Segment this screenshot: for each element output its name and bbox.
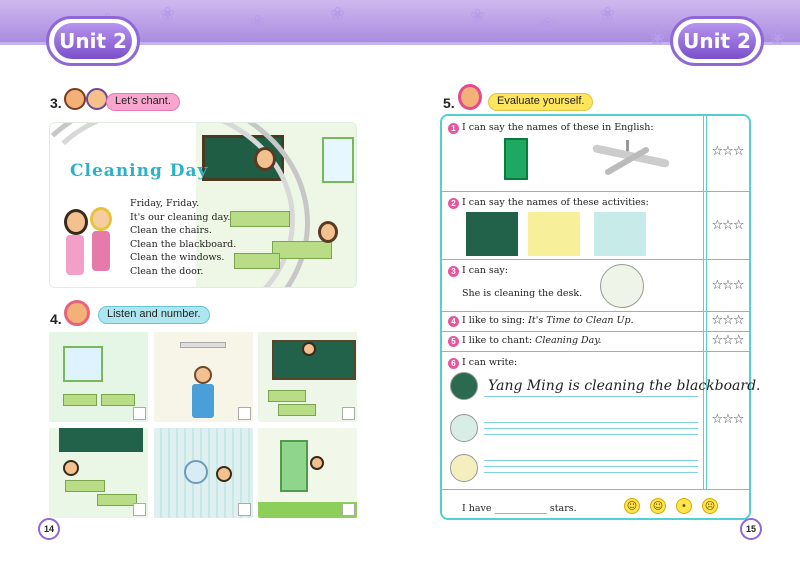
teacher-figure: [254, 147, 276, 171]
chant-line: Clean the windows.: [130, 252, 225, 264]
chant-illustration: [49, 122, 357, 288]
eval-row-5: [442, 332, 703, 352]
chant-line: Clean the chairs.: [130, 225, 212, 237]
row-text: I can say:: [462, 265, 509, 276]
desk: [230, 211, 290, 227]
butterfly-icon: ❀: [250, 12, 266, 33]
stars-cell: [704, 192, 751, 260]
chant-line: It's our cleaning day.: [130, 211, 231, 223]
writing-line: [484, 466, 698, 467]
child-figure: [318, 221, 338, 243]
row-badge: 6: [448, 358, 459, 369]
eval-row-4: [442, 312, 703, 332]
desk: [234, 253, 280, 269]
section-number: 5.: [443, 95, 455, 111]
writing-line: [484, 472, 698, 473]
star-rating[interactable]: ☆☆☆: [711, 412, 744, 427]
row-badge: 5: [448, 336, 459, 347]
picture-2: [154, 332, 253, 422]
row-text: I like to sing: It's Time to Clean Up.: [462, 315, 634, 326]
number-box[interactable]: [238, 503, 251, 516]
number-box[interactable]: [133, 407, 146, 420]
child-figure: [64, 209, 88, 235]
sad-face-icon[interactable]: ☹: [702, 498, 718, 514]
clean-blackboard-picture: [466, 212, 518, 256]
ceiling-fan-icon: [592, 140, 670, 186]
chant-poem: [130, 197, 236, 279]
butterfly-icon: ❀: [650, 28, 666, 49]
blackboard-circle-picture: [450, 372, 478, 400]
child-body: [92, 231, 110, 271]
chant-line: Clean the door.: [130, 265, 204, 277]
row-badge: 2: [448, 198, 459, 209]
row-badge: 1: [448, 123, 459, 134]
stars-cell: [704, 352, 751, 490]
child-avatar-icon: [64, 88, 86, 110]
eval-row-6: [442, 352, 703, 490]
unit-label: Unit 2: [54, 23, 132, 59]
butterfly-icon: ❀: [470, 6, 486, 27]
stars-cell: [704, 332, 751, 352]
star-rating[interactable]: ☆☆☆: [711, 278, 744, 293]
chant-title: Cleaning Day: [70, 161, 209, 181]
picture-5: [154, 428, 253, 518]
star-rating[interactable]: ☆☆☆: [711, 144, 744, 159]
number-box[interactable]: [342, 407, 355, 420]
eval-row-2: [442, 192, 703, 260]
writing-line: [484, 434, 698, 435]
picture-6: [258, 428, 357, 518]
girl-avatar-icon: [458, 84, 482, 110]
section-number: 4.: [50, 311, 62, 327]
row-subtext: She is cleaning the desk.: [462, 288, 583, 299]
unit-label: Unit 2: [678, 23, 756, 59]
child-headphones-icon: [64, 300, 90, 326]
neutral-face-icon[interactable]: •: [676, 498, 692, 514]
butterfly-icon: ❀: [330, 4, 346, 25]
window: [322, 137, 354, 183]
page-number: 14: [38, 518, 60, 540]
writing-line: [484, 428, 698, 429]
smiling-face-icon[interactable]: ☺: [650, 498, 666, 514]
unit-badge-right: [670, 16, 764, 66]
row-badge: 4: [448, 316, 459, 327]
butterfly-icon: ❀: [600, 4, 616, 25]
number-box[interactable]: [342, 503, 355, 516]
number-box[interactable]: [133, 503, 146, 516]
picture-1: [49, 332, 148, 422]
row-text: I can say the names of these in English:: [462, 122, 654, 133]
clean-windows-picture: [594, 212, 646, 256]
lets-chant-label: Let's chant.: [106, 93, 180, 111]
butterfly-icon: ❀: [160, 4, 176, 25]
girl-cleaning-desk-picture: [600, 264, 644, 308]
chairs-circle-picture: [450, 454, 478, 482]
writing-line: [484, 396, 698, 397]
unit-badge-left: [46, 16, 140, 66]
chant-line: Friday, Friday.: [130, 198, 200, 209]
butterfly-icon: ❀: [770, 28, 786, 49]
evaluation-table: [440, 114, 761, 520]
evaluate-yourself-label: Evaluate yourself.: [488, 93, 593, 111]
laughing-face-icon[interactable]: ☺: [624, 498, 640, 514]
number-box[interactable]: [238, 407, 251, 420]
total-stars-prompt: I have ___________ stars.: [462, 503, 577, 514]
handwriting-example: Yang Ming is cleaning the blackboard.: [488, 378, 761, 394]
butterfly-icon: ❀: [540, 14, 556, 35]
windows-circle-picture: [450, 414, 478, 442]
clean-chairs-picture: [528, 212, 580, 256]
row-badge: 3: [448, 266, 459, 277]
picture-4: [49, 428, 148, 518]
child-avatar-icon: [86, 88, 108, 110]
chant-line: Clean the blackboard.: [130, 238, 237, 250]
star-rating[interactable]: ☆☆☆: [711, 333, 744, 348]
page-number: 15: [740, 518, 762, 540]
stars-cell: [704, 312, 751, 332]
child-body: [66, 235, 84, 275]
row-text: I like to chant: Cleaning Day.: [462, 335, 602, 346]
child-figure: [90, 207, 112, 231]
stars-cell: [704, 260, 751, 312]
star-rating[interactable]: ☆☆☆: [711, 218, 744, 233]
door-icon: [504, 138, 528, 180]
listen-and-number-label: Listen and number.: [98, 306, 210, 324]
desk: [272, 241, 332, 259]
eval-row-1: [442, 116, 703, 192]
row-text: I can write:: [462, 357, 518, 368]
writing-line: [484, 422, 698, 423]
picture-3: [258, 332, 357, 422]
eval-row-3: [442, 260, 703, 312]
section-number: 3.: [50, 95, 62, 111]
writing-line: [484, 460, 698, 461]
row-text: I can say the names of these activities:: [462, 197, 649, 208]
star-rating[interactable]: ☆☆☆: [711, 313, 744, 328]
stars-cell: [704, 116, 751, 192]
